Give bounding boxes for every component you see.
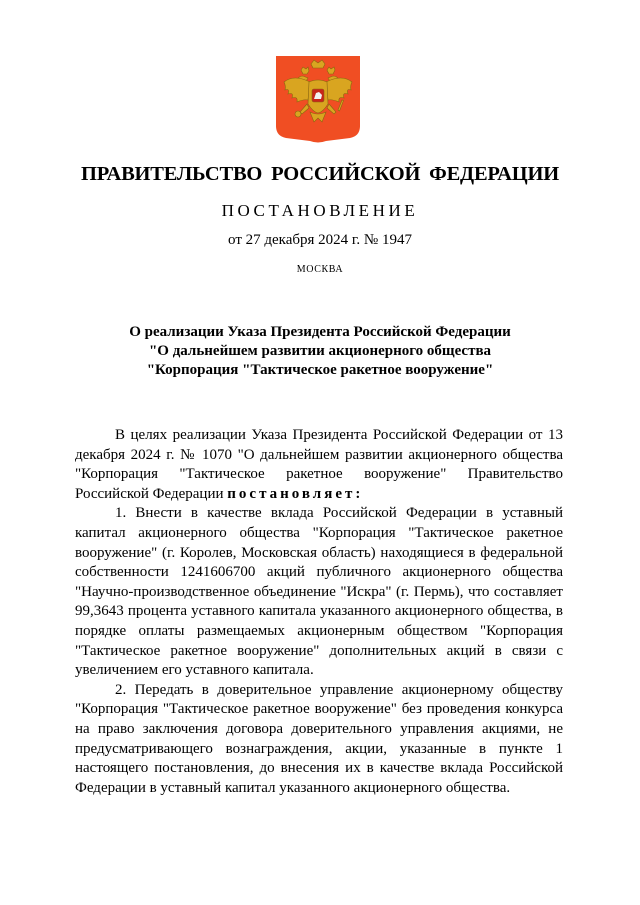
heading-line-3: "Корпорация "Тактическое ракетное вооружение" — [146, 362, 494, 378]
document-heading — [0, 323, 640, 380]
heading-line-2: "О дальнейшем развитии акционерного общества — [148, 343, 492, 359]
clause-2-paragraph: 2. Передать в доверительное управление акционерному обществу "Корпорация "Тактическое ракетное вооружение" без проведения конкурса на право заключения договора доверительного управления акциями, не предусматривающего вознаграждения, акции, указанные в пункте 1 настоящего постановления, до внесения их в качестве вклада Российской Федерации в уставный капитал указанного акционерного общества. — [75, 681, 563, 796]
government-title: ПРАВИТЕЛЬСТВО РОССИЙСКОЙ ФЕДЕРАЦИИ — [81, 163, 559, 185]
document-date-number: от 27 декабря 2024 г. № 1947 — [228, 232, 412, 248]
heading-line-1: О реализации Указа Президента Российской Федерации — [129, 324, 511, 340]
rider-shield-icon — [312, 89, 324, 102]
decree-word: постановляет: — [227, 485, 364, 502]
coat-of-arms-emblem — [276, 56, 360, 144]
document-body — [75, 426, 563, 798]
clause-1-paragraph: 1. Внести в качестве вклада Российской Федерации в уставный капитал акционерного общества "Корпорация "Тактическое ракетное вооружение" (г. Королев, Московская область) находящиеся в федеральной собственности 1241606700 акций публичного акционерного общества "Научно-производственное объединение "Искра" (г. Пермь), что составляет 99,3643 процента уставного капитала указанного акционерного общества, в порядке оплаты размещаемых акционерным обществом "Корпорация "Тактическое ракетное вооружение" дополнительных акций в связи с увеличением его уставного капитала. — [75, 505, 563, 679]
document-city: МОСКВА — [296, 264, 344, 275]
document-type: ПОСТАНОВЛЕНИЕ — [221, 201, 419, 220]
preamble-paragraph — [75, 426, 563, 504]
preamble-text: В целях реализации Указа Президента Российской Федерации от 13 декабря 2024 г. № 1070 "О дальнейшем развитии акционерного общества "Корпорация "Тактическое ракетное вооружение" Правительство Российской Федерации — [75, 427, 563, 502]
